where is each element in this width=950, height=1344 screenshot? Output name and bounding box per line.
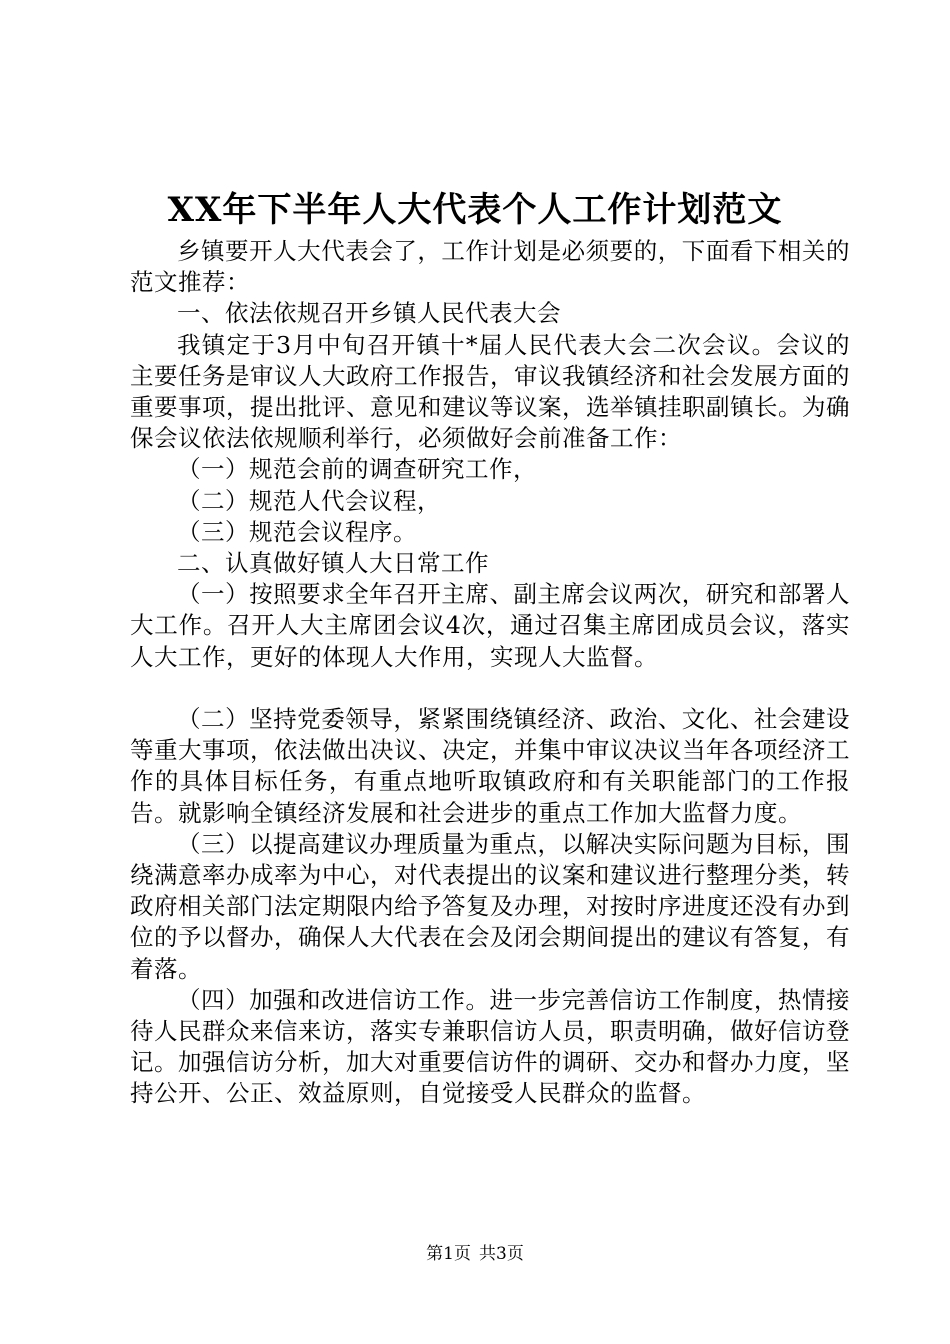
- list-item-1-2: （二）规范人代会议程，: [177, 486, 441, 515]
- page-number: 第1页: [426, 1244, 471, 1264]
- document-body: [130, 236, 850, 1110]
- list-item-1-1: （一）规范会前的调查研究工作，: [177, 455, 537, 484]
- paragraph-item-2-4: （四）加强和改进信访工作。进一步完善信访工作制度，热情接待人民群众来信来访，落实专兼职信访人员，职责明确，做好信访登记。加强信访分析，加大对重要信访件的调研、交办和督办力度，坚持公开、公正、效益原则，自觉接受人民群众的监督。: [130, 985, 850, 1108]
- list-item-1-3: （三）规范会议程序。: [177, 517, 417, 546]
- paragraph-item-2-1: （一）按照要求全年召开主席、副主席会议两次，研究和部署人大工作。召开人大主席团会议4次，通过召集主席团成员会议，落实人大工作，更好的体现人大作用，实现人大监督。: [130, 580, 850, 671]
- section-heading-1: 一、依法依规召开乡镇人民代表大会: [177, 299, 561, 328]
- paragraph-intro: 乡镇要开人大代表会了，工作计划是必须要的，下面看下相关的范文推荐：: [130, 237, 850, 297]
- document-title: XX年下半年人大代表个人工作计划范文: [167, 190, 783, 230]
- paragraph-item-2-2: （二）坚持党委领导，紧紧围绕镇经济、政治、文化、社会建设等重大事项，依法做出决议、决定，并集中审议决议当年各项经济工作的具体目标任务，有重点地听取镇政府和有关职能部门的工作报告。就影响全镇经济发展和社会进步的重点工作加大监督力度。: [130, 705, 850, 827]
- paragraph-meeting: 我镇定于3月中旬召开镇十*届人民代表大会二次会议。会议的主要任务是审议人大政府工作报告，审议我镇经济和社会发展方面的重要事项，提出批评、意见和建议等议案，选举镇挂职副镇长。为确保会议依法依规顺利举行，必须做好会前准备工作：: [130, 330, 850, 453]
- section-heading-2: 二、认真做好镇人大日常工作: [177, 549, 489, 578]
- paragraph-item-2-3: （三）以提高建议办理质量为重点，以解决实际问题为目标，围绕满意率办成率为中心，对代表提出的议案和建议进行整理分类，转政府相关部门法定期限内给予答复及办理，对按时序进度还没有办到位的予以督办，确保人大代表在会及闭会期间提出的建议有答复，有着落。: [130, 829, 850, 983]
- page-total: 共3页: [479, 1244, 524, 1264]
- page-footer: [0, 1242, 950, 1266]
